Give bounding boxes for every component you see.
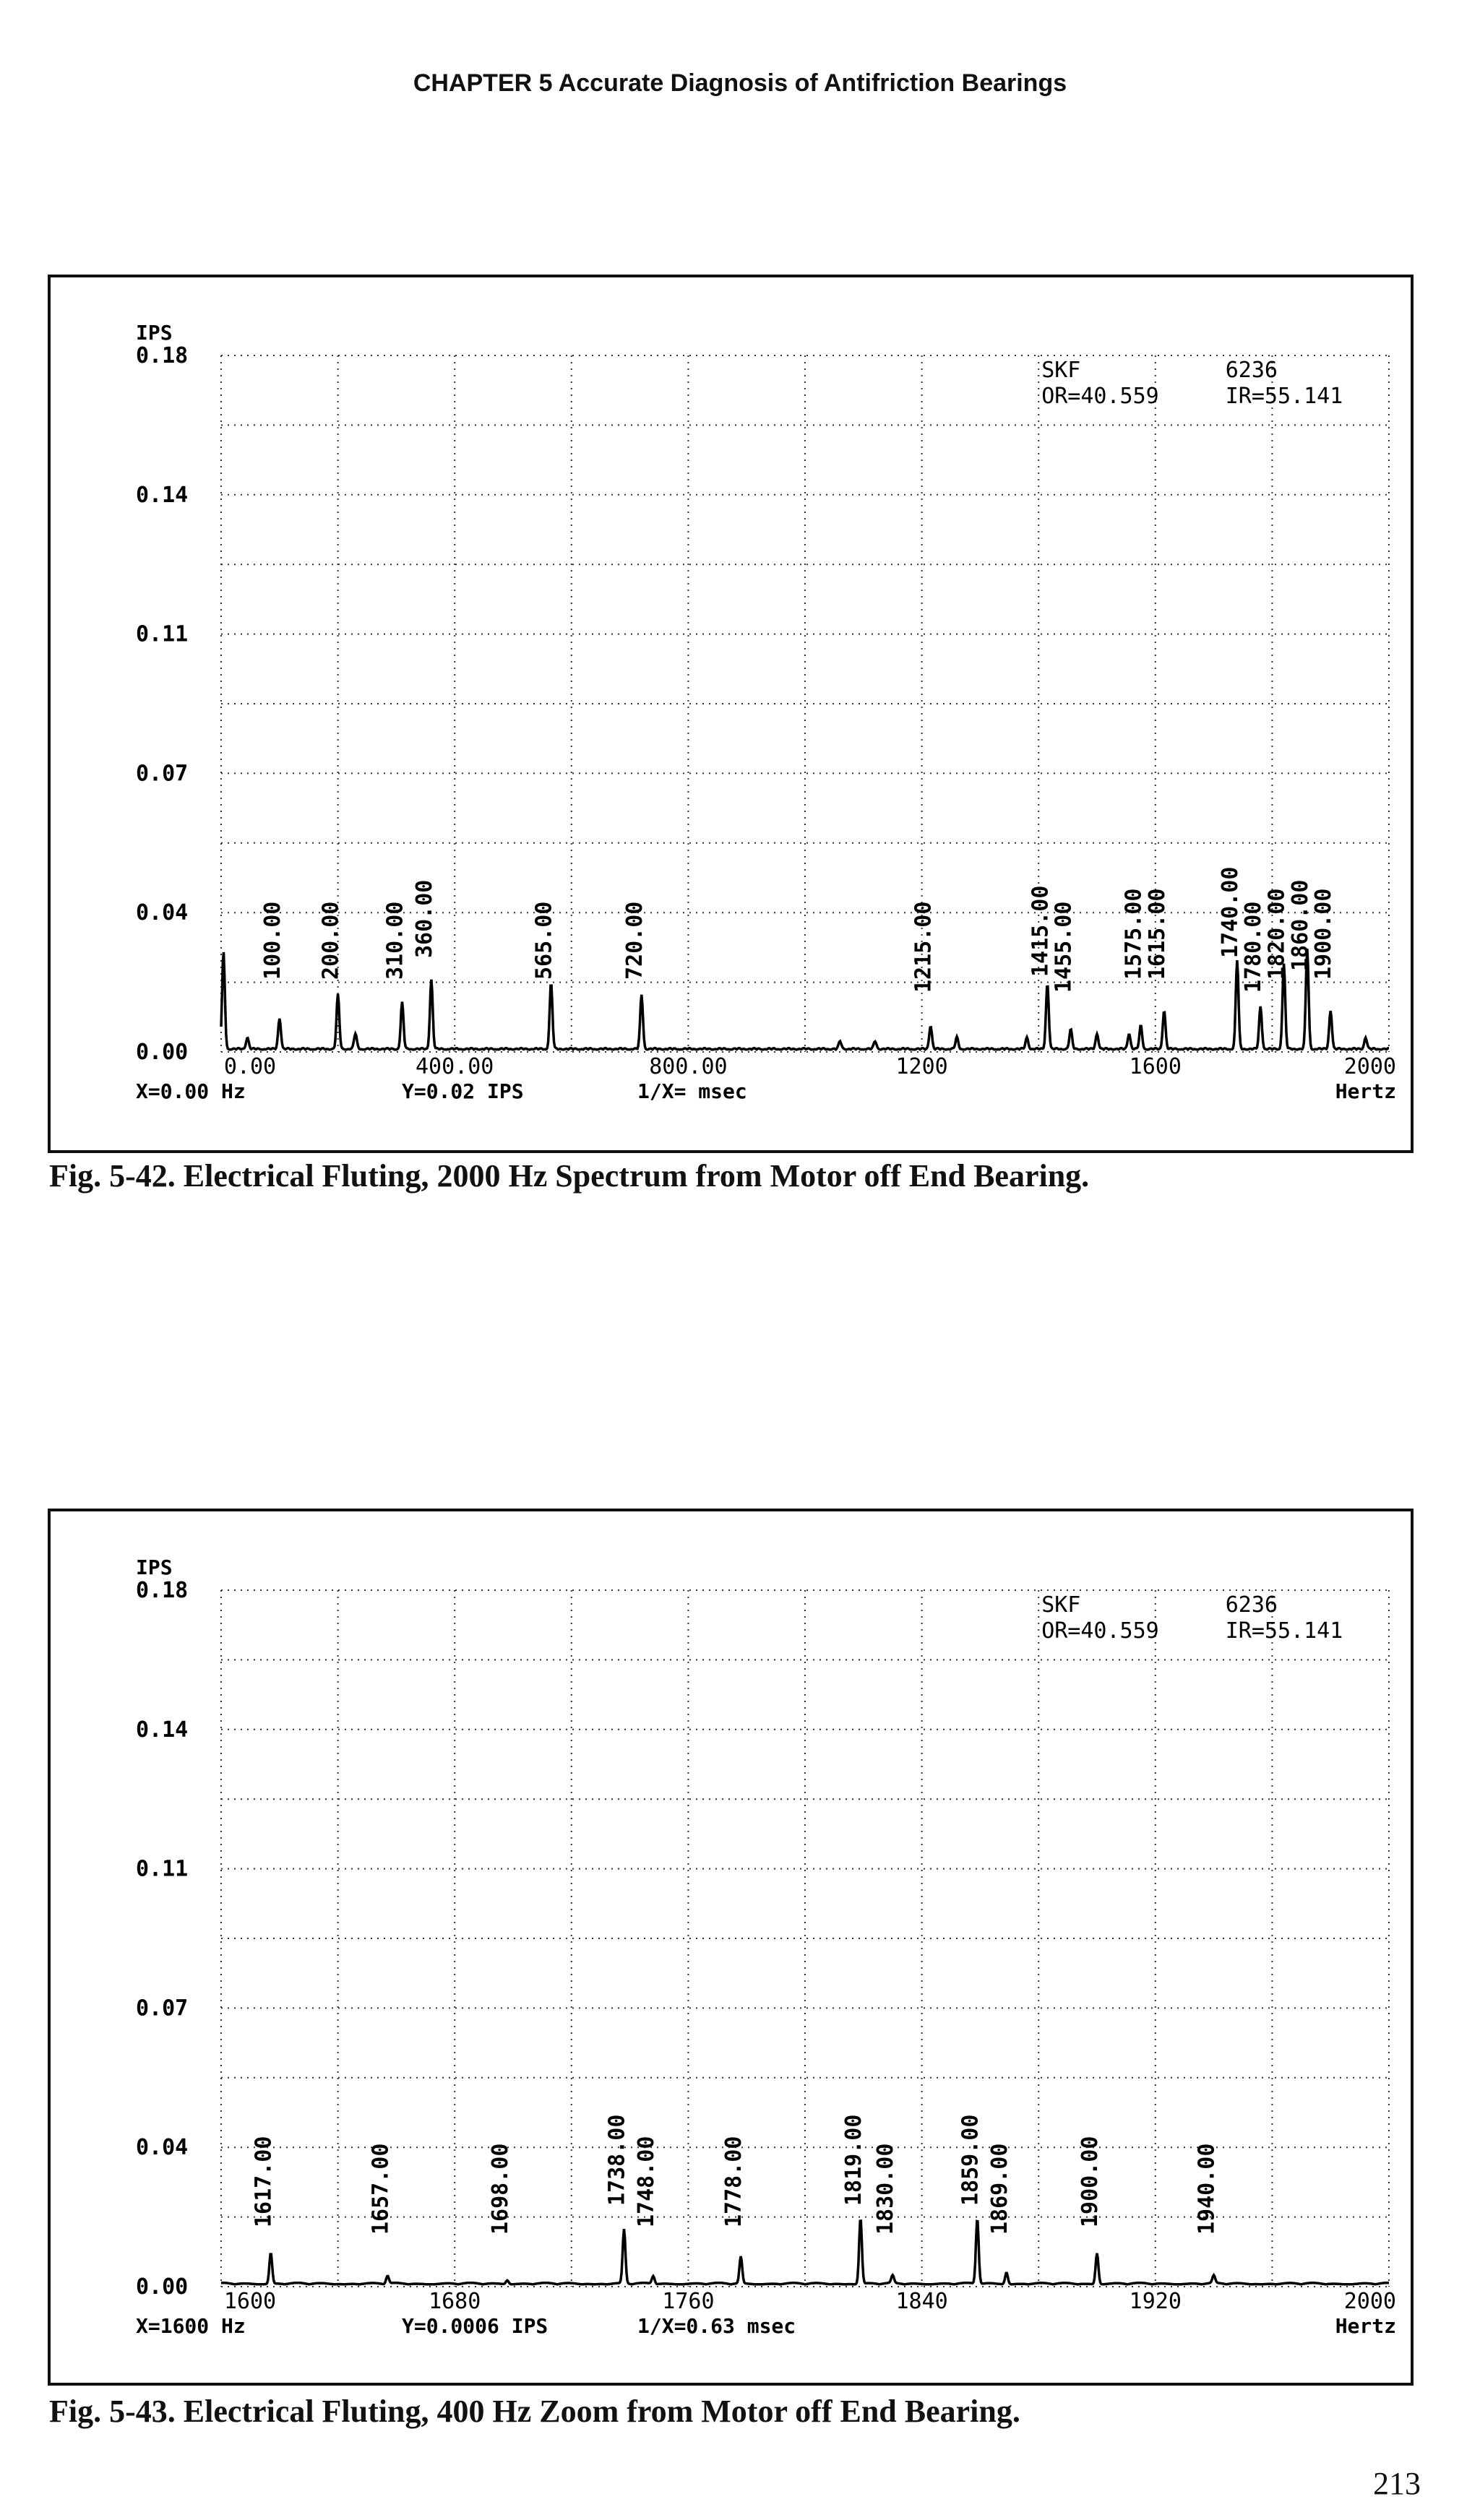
- peak-label: 1830.00: [873, 2143, 899, 2235]
- peak-label: 1455.00: [1051, 901, 1077, 993]
- page-number: 213: [1373, 2466, 1421, 2501]
- y-axis-unit: IPS: [136, 1555, 173, 1579]
- x-tick-label: 1760: [662, 2289, 715, 2314]
- figure-caption-5-43: Fig. 5-43. Electrical Fluting, 400 Hz Zoom from Motor off End Bearing.: [49, 2394, 1020, 2429]
- y-tick-label: 0.07: [136, 1995, 189, 2021]
- bearing-info-model: 6236: [1225, 1592, 1278, 1618]
- peak-label: 1819.00: [840, 2114, 866, 2206]
- peak-label: 1900.00: [1311, 888, 1337, 980]
- x-tick-label: 1680: [429, 2289, 481, 2314]
- y-tick-label: 0.00: [136, 1040, 189, 1065]
- peak-label: 1740.00: [1217, 866, 1243, 958]
- peak-label: 1748.00: [633, 2136, 659, 2227]
- peak-label: 1738.00: [604, 2114, 630, 2206]
- y-tick-label: 0.00: [136, 2274, 189, 2300]
- y-tick-label: 0.04: [136, 2135, 189, 2161]
- peak-label: 1860.00: [1287, 879, 1313, 971]
- y-tick-label: 0.11: [136, 1856, 189, 1882]
- figure-5-43-chart: [48, 1509, 1414, 2386]
- bearing-info-ir: IR=55.141: [1225, 384, 1343, 409]
- figure-5-42-chart: [48, 275, 1414, 1153]
- x-tick-label: 1920: [1129, 2289, 1182, 2314]
- y-tick-label: 0.18: [136, 1578, 189, 1603]
- peak-label: 200.00: [318, 901, 344, 980]
- cursor-readout-t: 1/X= msec: [637, 1079, 747, 1103]
- x-tick-label: 400.00: [416, 1054, 494, 1079]
- y-axis-unit: IPS: [136, 321, 173, 345]
- peak-label: 100.00: [259, 901, 285, 980]
- y-tick-label: 0.14: [136, 1717, 189, 1743]
- spectrum-chart-2000hz: [51, 277, 1411, 1150]
- cursor-readout-t: 1/X=0.63 msec: [637, 2314, 796, 2338]
- x-tick-label: 1200: [895, 1054, 948, 1079]
- bearing-info-model: 6236: [1225, 358, 1278, 383]
- peak-label: 1615.00: [1144, 888, 1170, 980]
- peak-label: 1575.00: [1121, 888, 1147, 980]
- peak-label: 360.00: [411, 879, 437, 958]
- cursor-readout-y: Y=0.02 IPS: [402, 1079, 524, 1103]
- peak-label: 1780.00: [1241, 901, 1267, 993]
- y-tick-label: 0.07: [136, 761, 189, 787]
- figure-caption-5-42: Fig. 5-42. Electrical Fluting, 2000 Hz Spectrum from Motor off End Bearing.: [49, 1158, 1090, 1194]
- bearing-info-ir: IR=55.141: [1225, 1618, 1343, 1644]
- peak-label: 1940.00: [1194, 2143, 1220, 2235]
- peak-label: 310.00: [382, 901, 408, 980]
- x-tick-label: 2000: [1343, 1054, 1396, 1079]
- cursor-readout-y: Y=0.0006 IPS: [402, 2314, 548, 2338]
- peak-label: 720.00: [621, 901, 648, 980]
- peak-label: 1900.00: [1077, 2136, 1103, 2227]
- page-header: CHAPTER 5 Accurate Diagnosis of Antifriction Bearings: [413, 69, 1067, 97]
- zoom-chart-400hz: [51, 1511, 1411, 2384]
- y-tick-label: 0.04: [136, 900, 189, 926]
- x-tick-label: 1600: [223, 2289, 277, 2314]
- peak-label: 1215.00: [911, 901, 937, 993]
- bearing-info-or: OR=40.559: [1041, 384, 1159, 409]
- peak-label: 1778.00: [721, 2136, 747, 2227]
- peak-label: 1859.00: [958, 2114, 984, 2206]
- peak-label: 1617.00: [251, 2136, 277, 2227]
- bearing-info-or: OR=40.559: [1041, 1618, 1159, 1644]
- cursor-readout-x: X=1600 Hz: [136, 2314, 246, 2338]
- x-axis-unit: Hertz: [1335, 2314, 1396, 2338]
- peak-label: 1415.00: [1028, 885, 1054, 977]
- y-tick-label: 0.18: [136, 343, 189, 368]
- peak-label: 565.00: [531, 901, 557, 980]
- y-tick-label: 0.14: [136, 482, 189, 508]
- peak-label: 1698.00: [487, 2143, 513, 2235]
- peak-label: 1820.00: [1264, 888, 1290, 980]
- x-tick-label: 1600: [1129, 1054, 1182, 1079]
- cursor-readout-x: X=0.00 Hz: [136, 1079, 246, 1103]
- bearing-info-brand: SKF: [1041, 1592, 1081, 1618]
- x-tick-label: 800.00: [649, 1054, 728, 1079]
- x-tick-label: 0.00: [223, 1054, 277, 1079]
- peak-label: 1657.00: [368, 2143, 394, 2235]
- bearing-info-brand: SKF: [1041, 358, 1081, 383]
- x-tick-label: 2000: [1343, 2289, 1396, 2314]
- x-axis-unit: Hertz: [1335, 1079, 1396, 1103]
- x-tick-label: 1840: [895, 2289, 948, 2314]
- peak-label: 1869.00: [986, 2143, 1012, 2235]
- y-tick-label: 0.11: [136, 621, 189, 647]
